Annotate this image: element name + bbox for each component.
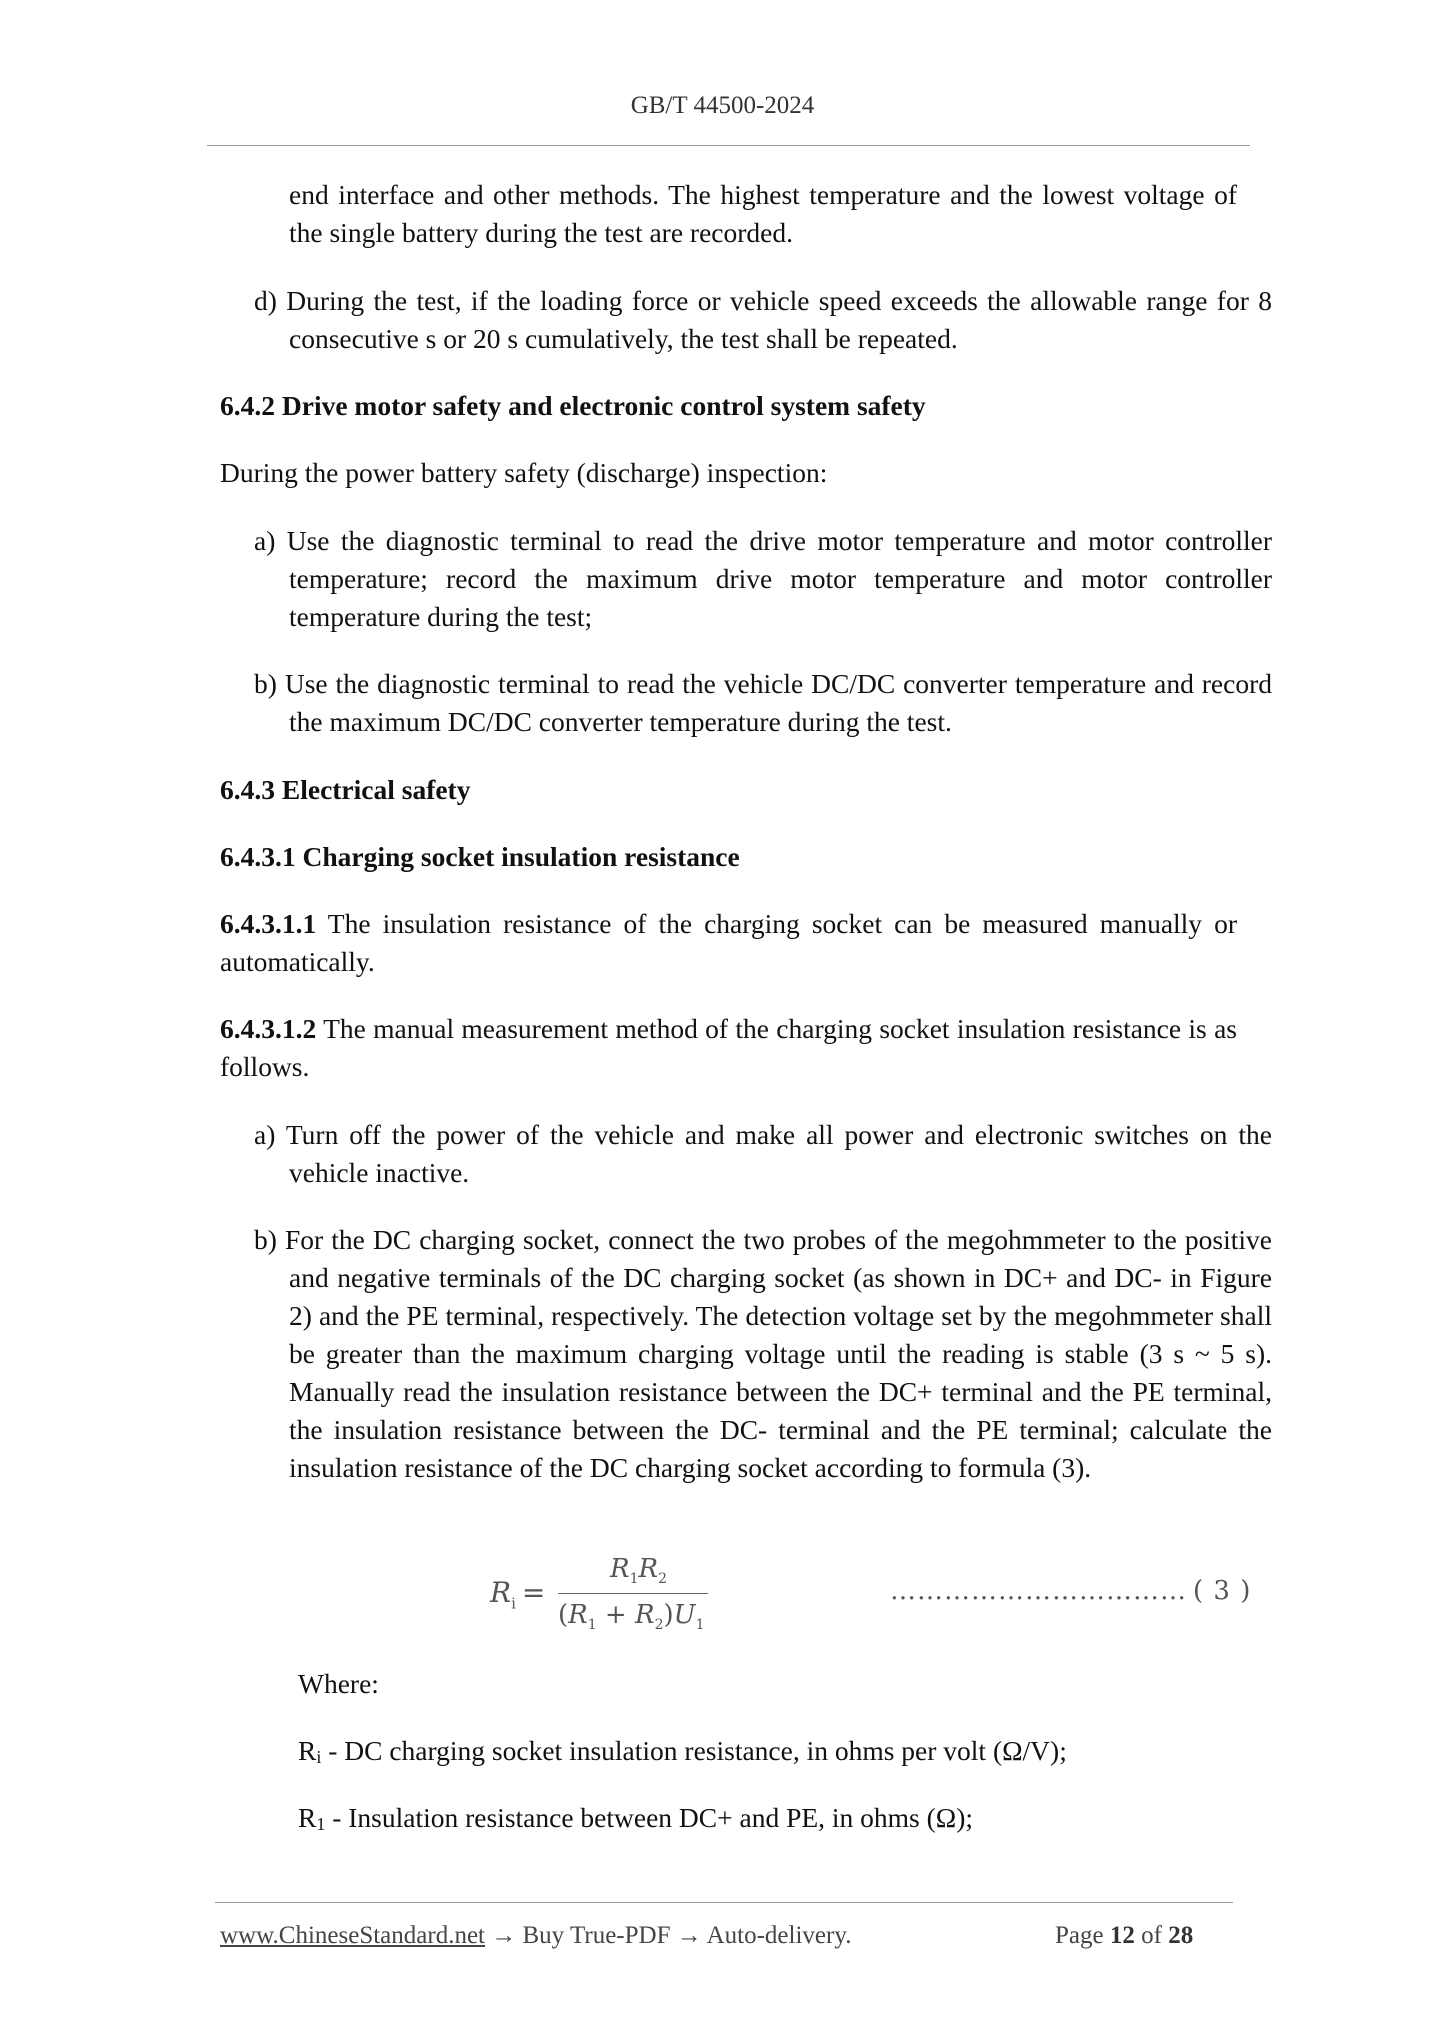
list-item-6-4-2-b: b) Use the diagnostic terminal to read the vehicle DC/DC converter temperature and record the maximum DC/DC converter temperature during the test. bbox=[254, 668, 1272, 737]
formula-numerator: $R_1R_2$ bbox=[610, 1554, 667, 1588]
arrow-right-icon: → bbox=[670, 1922, 707, 1949]
header-rule bbox=[207, 145, 1250, 146]
formula-lhs: $R_i$ = bbox=[490, 1576, 546, 1613]
formula-3 bbox=[490, 1554, 850, 1634]
clause-number: 6.4.3.1.1 bbox=[220, 908, 317, 939]
arrow-right-icon: → bbox=[485, 1922, 523, 1949]
fraction-bar bbox=[558, 1593, 708, 1594]
list-item-a: a) Turn off the power of the vehicle and make all power and electronic switches on the vehicle inactive. bbox=[254, 1119, 1272, 1188]
paragraph-6-4-3-1-1 bbox=[220, 905, 1237, 981]
site-link[interactable]: www.ChineseStandard.net bbox=[220, 1922, 485, 1949]
footer-promo bbox=[220, 1922, 851, 1950]
list-item-6-4-2-a: a) Use the diagnostic terminal to read the drive motor temperature and motor controller temperature; record the maximum drive motor temperature and motor controller temperature during the test; bbox=[254, 525, 1272, 632]
doc-header: GB/T 44500-2024 bbox=[630, 92, 815, 119]
list-item-b: b) For the DC charging socket, connect the two probes of the megohmmeter to the positive and negative terminals of the DC charging socket (as shown in DC+ and DC- in Figure 2) and the PE terminal, respectively. The detection voltage set by the megohmmeter shall be greater than the maximum charging voltage until the reading is stable (3 s ~ 5 s). Manually read the insulation resistance between the DC+ terminal and the PE terminal, the insulation resistance between the DC- terminal and the PE terminal; calculate the insulation resistance of the DC charging socket according to formula (3). bbox=[254, 1224, 1272, 1483]
heading-6-4-2: 6.4.2 Drive motor safety and electronic control system safety bbox=[220, 390, 926, 421]
clause-text: The insulation resistance of the charging socket can be measured manually or automatically. bbox=[220, 908, 1237, 977]
footer-rule bbox=[215, 1902, 1233, 1903]
heading-6-4-3: 6.4.3 Electrical safety bbox=[220, 774, 471, 805]
paragraph-continuation: end interface and other methods. The highest temperature and the lowest voltage of the single battery during the test are recorded. bbox=[289, 179, 1237, 248]
page-total: 28 bbox=[1168, 1922, 1194, 1949]
formula-denominator: $(R_1 + R_2)U_1$ bbox=[558, 1600, 705, 1634]
clause-number: 6.4.3.1.2 bbox=[220, 1013, 317, 1044]
list-item-d: d) During the test, if the loading force or vehicle speed exceeds the allowable range for 8 consecutive s or 20 s cumulatively, the test shall be repeated. bbox=[254, 285, 1272, 354]
where-label: Where: bbox=[298, 1668, 379, 1699]
formula-reference: …………………………… ( 3 ) bbox=[890, 1576, 1252, 1606]
clause-text: The manual measurement method of the charging socket insulation resistance is as follows. bbox=[220, 1013, 1237, 1082]
buy-text: Buy True-PDF bbox=[522, 1922, 671, 1949]
paragraph-6-4-2: During the power battery safety (discharge) inspection: bbox=[220, 457, 828, 488]
definition-r1: R1 - Insulation resistance between DC+ and PE, in ohms (Ω); bbox=[298, 1802, 974, 1834]
page-number: 12 bbox=[1109, 1922, 1135, 1949]
page-indicator: Page 12 of 28 bbox=[1055, 1922, 1194, 1949]
definition-ri: Ri - DC charging socket insulation resistance, in ohms per volt (Ω/V); bbox=[298, 1735, 1067, 1767]
paragraph-6-4-3-1-2 bbox=[220, 1010, 1237, 1086]
delivery-text: Auto-delivery. bbox=[706, 1922, 852, 1949]
heading-6-4-3-1: 6.4.3.1 Charging socket insulation resistance bbox=[220, 841, 740, 872]
